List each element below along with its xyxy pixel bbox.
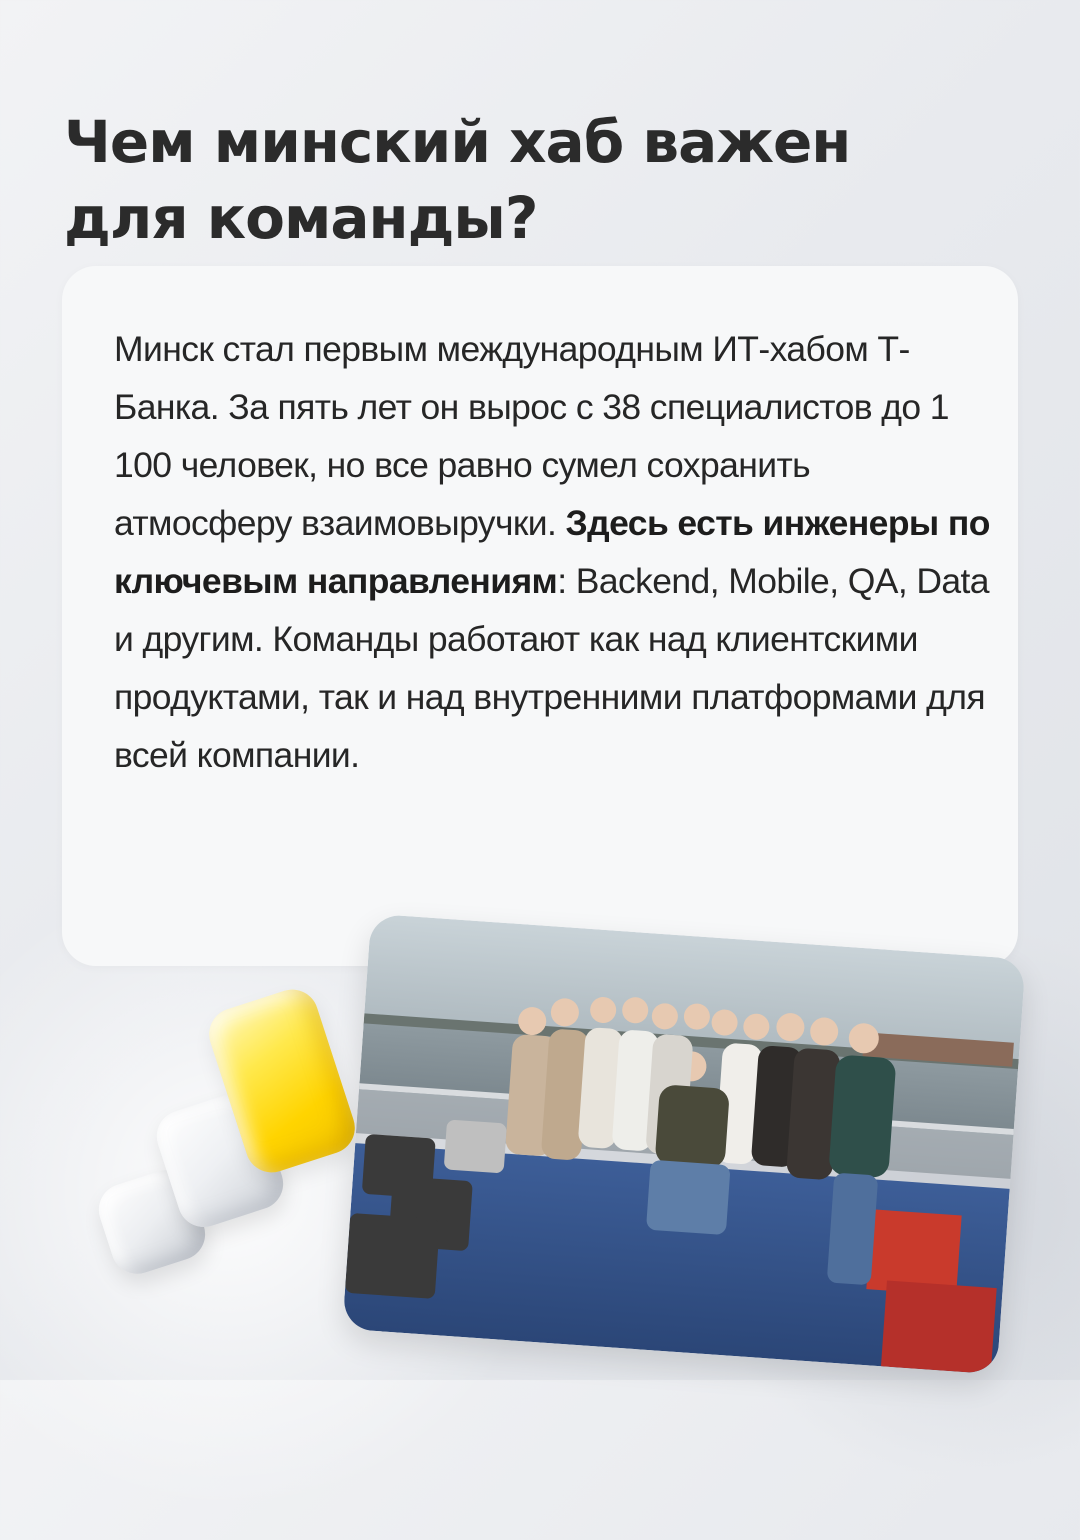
team-photo-illustration: [342, 914, 1025, 1375]
paragraph-part-2: : Backend, Mobile, QA, Data и другим. Команды работают как над клиентскими продуктами, так и над внутренними платформами для всей компании.: [114, 561, 989, 775]
title-line-2: для команды?: [64, 184, 538, 252]
body-paragraph: [114, 320, 994, 784]
paragraph-highlight: Здесь есть инженеры по ключевым направлениям: [114, 503, 990, 601]
paragraph-part-1: Минск стал первым международным ИТ-хабом Т-Банка. За пять лет он вырос с 38 специалистов до 1 100 человек, но все равно сумел сохранить атмосферу взаимовыручки.: [114, 329, 949, 543]
page-title: [64, 104, 964, 256]
photo-red-box-2: [881, 1280, 997, 1373]
title-line-1: Чем минский хаб важен: [64, 108, 851, 176]
team-photo: [342, 914, 1025, 1375]
